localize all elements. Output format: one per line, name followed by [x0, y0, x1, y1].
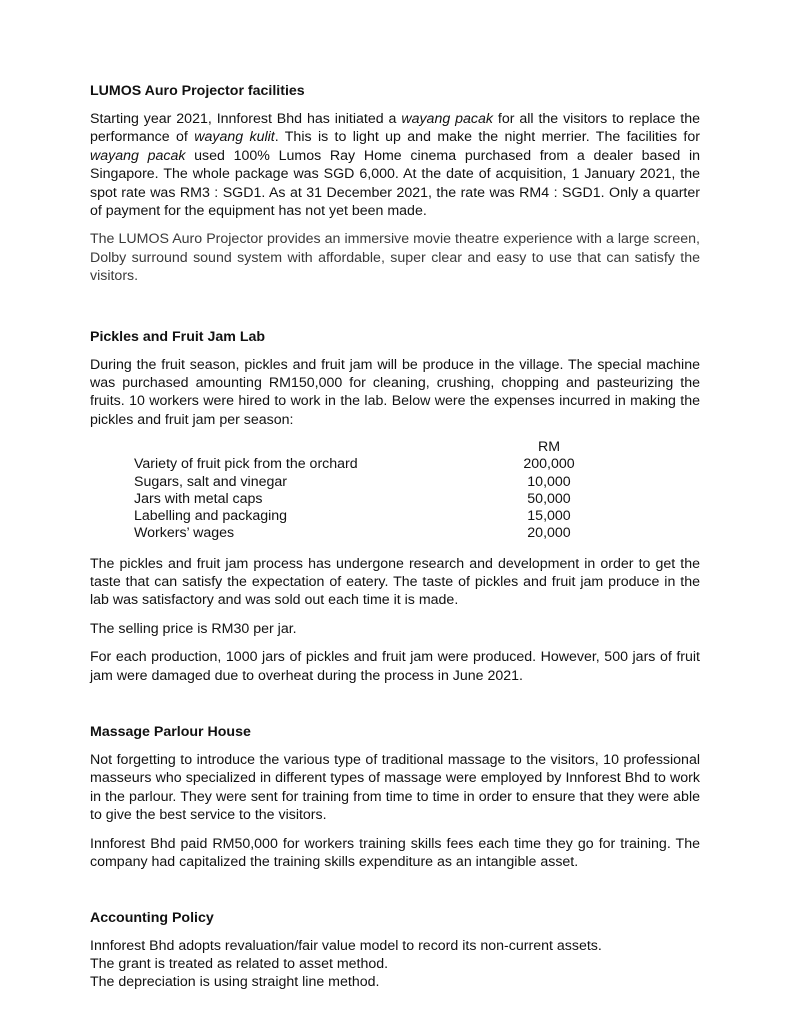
italic-term: wayang pacak	[90, 147, 186, 164]
expense-amount: 15,000	[527, 508, 571, 525]
lumos-paragraph-1	[90, 110, 700, 220]
table-header-row	[134, 439, 594, 456]
expense-label: Jars with metal caps	[134, 490, 263, 507]
table-row	[134, 508, 594, 525]
pickles-paragraph-4: For each production, 1000 jars of pickles and fruit jam were produced. However, 500 jars of fruit jam were damaged due to overheat during the process in June 2021.	[90, 649, 700, 684]
currency-header: RM	[537, 439, 561, 456]
expense-label: Variety of fruit pick from the orchard	[134, 456, 358, 473]
policy-line: The depreciation is using straight line method.	[90, 974, 380, 991]
table-row	[134, 525, 594, 542]
section-heading-massage: Massage Parlour House	[90, 723, 251, 740]
section-spacer	[90, 881, 700, 909]
text-run: for all the visitors to replace the performance of	[90, 111, 701, 146]
lumos-paragraph-2: The LUMOS Auro Projector provides an immersive movie theatre experience with a large screen, Dolby surround sound system with affordable, super clear and easy to use that can satisfy the visitors.	[90, 231, 700, 285]
expense-amount: 200,000	[523, 456, 575, 473]
section-heading-policy: Accounting Policy	[90, 910, 214, 927]
section-heading-pickles: Pickles and Fruit Jam Lab	[90, 328, 266, 345]
expense-amount: 50,000	[527, 490, 571, 507]
expense-label: Labelling and packaging	[134, 508, 288, 525]
pickles-paragraph-1: During the fruit season, pickles and fruit jam will be produce in the village. The special machine was purchased amounting RM150,000 for cleaning, crushing, chopping and pasteurizing the fruits. 10 workers were hired to work in the lab. Below were the expenses incurred in making the pickles and fruit jam per season:	[90, 356, 700, 428]
section-spacer	[90, 695, 700, 723]
italic-term: wayang kulit	[194, 129, 275, 146]
table-row	[134, 456, 594, 473]
table-header-blank	[134, 439, 504, 456]
expense-label: Workers’ wages	[134, 525, 235, 542]
section-heading-lumos: LUMOS Auro Projector facilities	[90, 83, 305, 99]
expenses-table	[134, 439, 594, 542]
table-row	[134, 474, 594, 491]
policy-line: Innforest Bhd adopts revaluation/fair value model to record its non-current assets.	[90, 938, 602, 955]
expense-amount: 20,000	[527, 525, 571, 542]
section-spacer	[90, 296, 700, 328]
expense-label: Sugars, salt and vinegar	[134, 473, 288, 490]
pickles-paragraph-2: The pickles and fruit jam process has undergone research and development in order to get the taste that can satisfy the expectation of eatery. The taste of pickles and fruit jam produce in the lab was satisfactory and was sold out each time it is made.	[90, 555, 700, 609]
massage-paragraph-1: Not forgetting to introduce the various type of traditional massage to the visitors, 10 professional masseurs who specialized in different types of massage were employed by Innforest Bhd to work in the parlour. They were sent for training from time to time in order to ensure that they were able to give the best service to the visitors.	[90, 751, 700, 824]
document-content	[90, 82, 700, 991]
pickles-paragraph-3: The selling price is RM30 per jar.	[90, 620, 297, 637]
massage-paragraph-2: Innforest Bhd paid RM50,000 for workers training skills fees each time they go for training. The company had capitalized the training skills expenditure as an intangible asset.	[90, 835, 700, 870]
text-run: Starting year 2021, Innforest Bhd has initiated a	[90, 111, 402, 127]
text-run: used 100% Lumos Ray Home cinema purchased from a dealer based in Singapore. The whole package was SGD 6,000. At the date of acquisition, 1 January 2021, the spot rate was RM3 : SGD1. As at 31 December 2021, the rate was RM4 : SGD1. Only a quarter of payment for the equipment has not yet been made.	[90, 147, 700, 220]
policy-line: The grant is treated as related to asset method.	[90, 956, 389, 973]
table-row	[134, 491, 594, 508]
text-run: . This is to light up and make the night merrier. The facilities for	[274, 129, 700, 146]
italic-term: wayang pacak	[401, 111, 493, 127]
policy-lines	[90, 937, 700, 991]
expense-amount: 10,000	[527, 473, 571, 490]
